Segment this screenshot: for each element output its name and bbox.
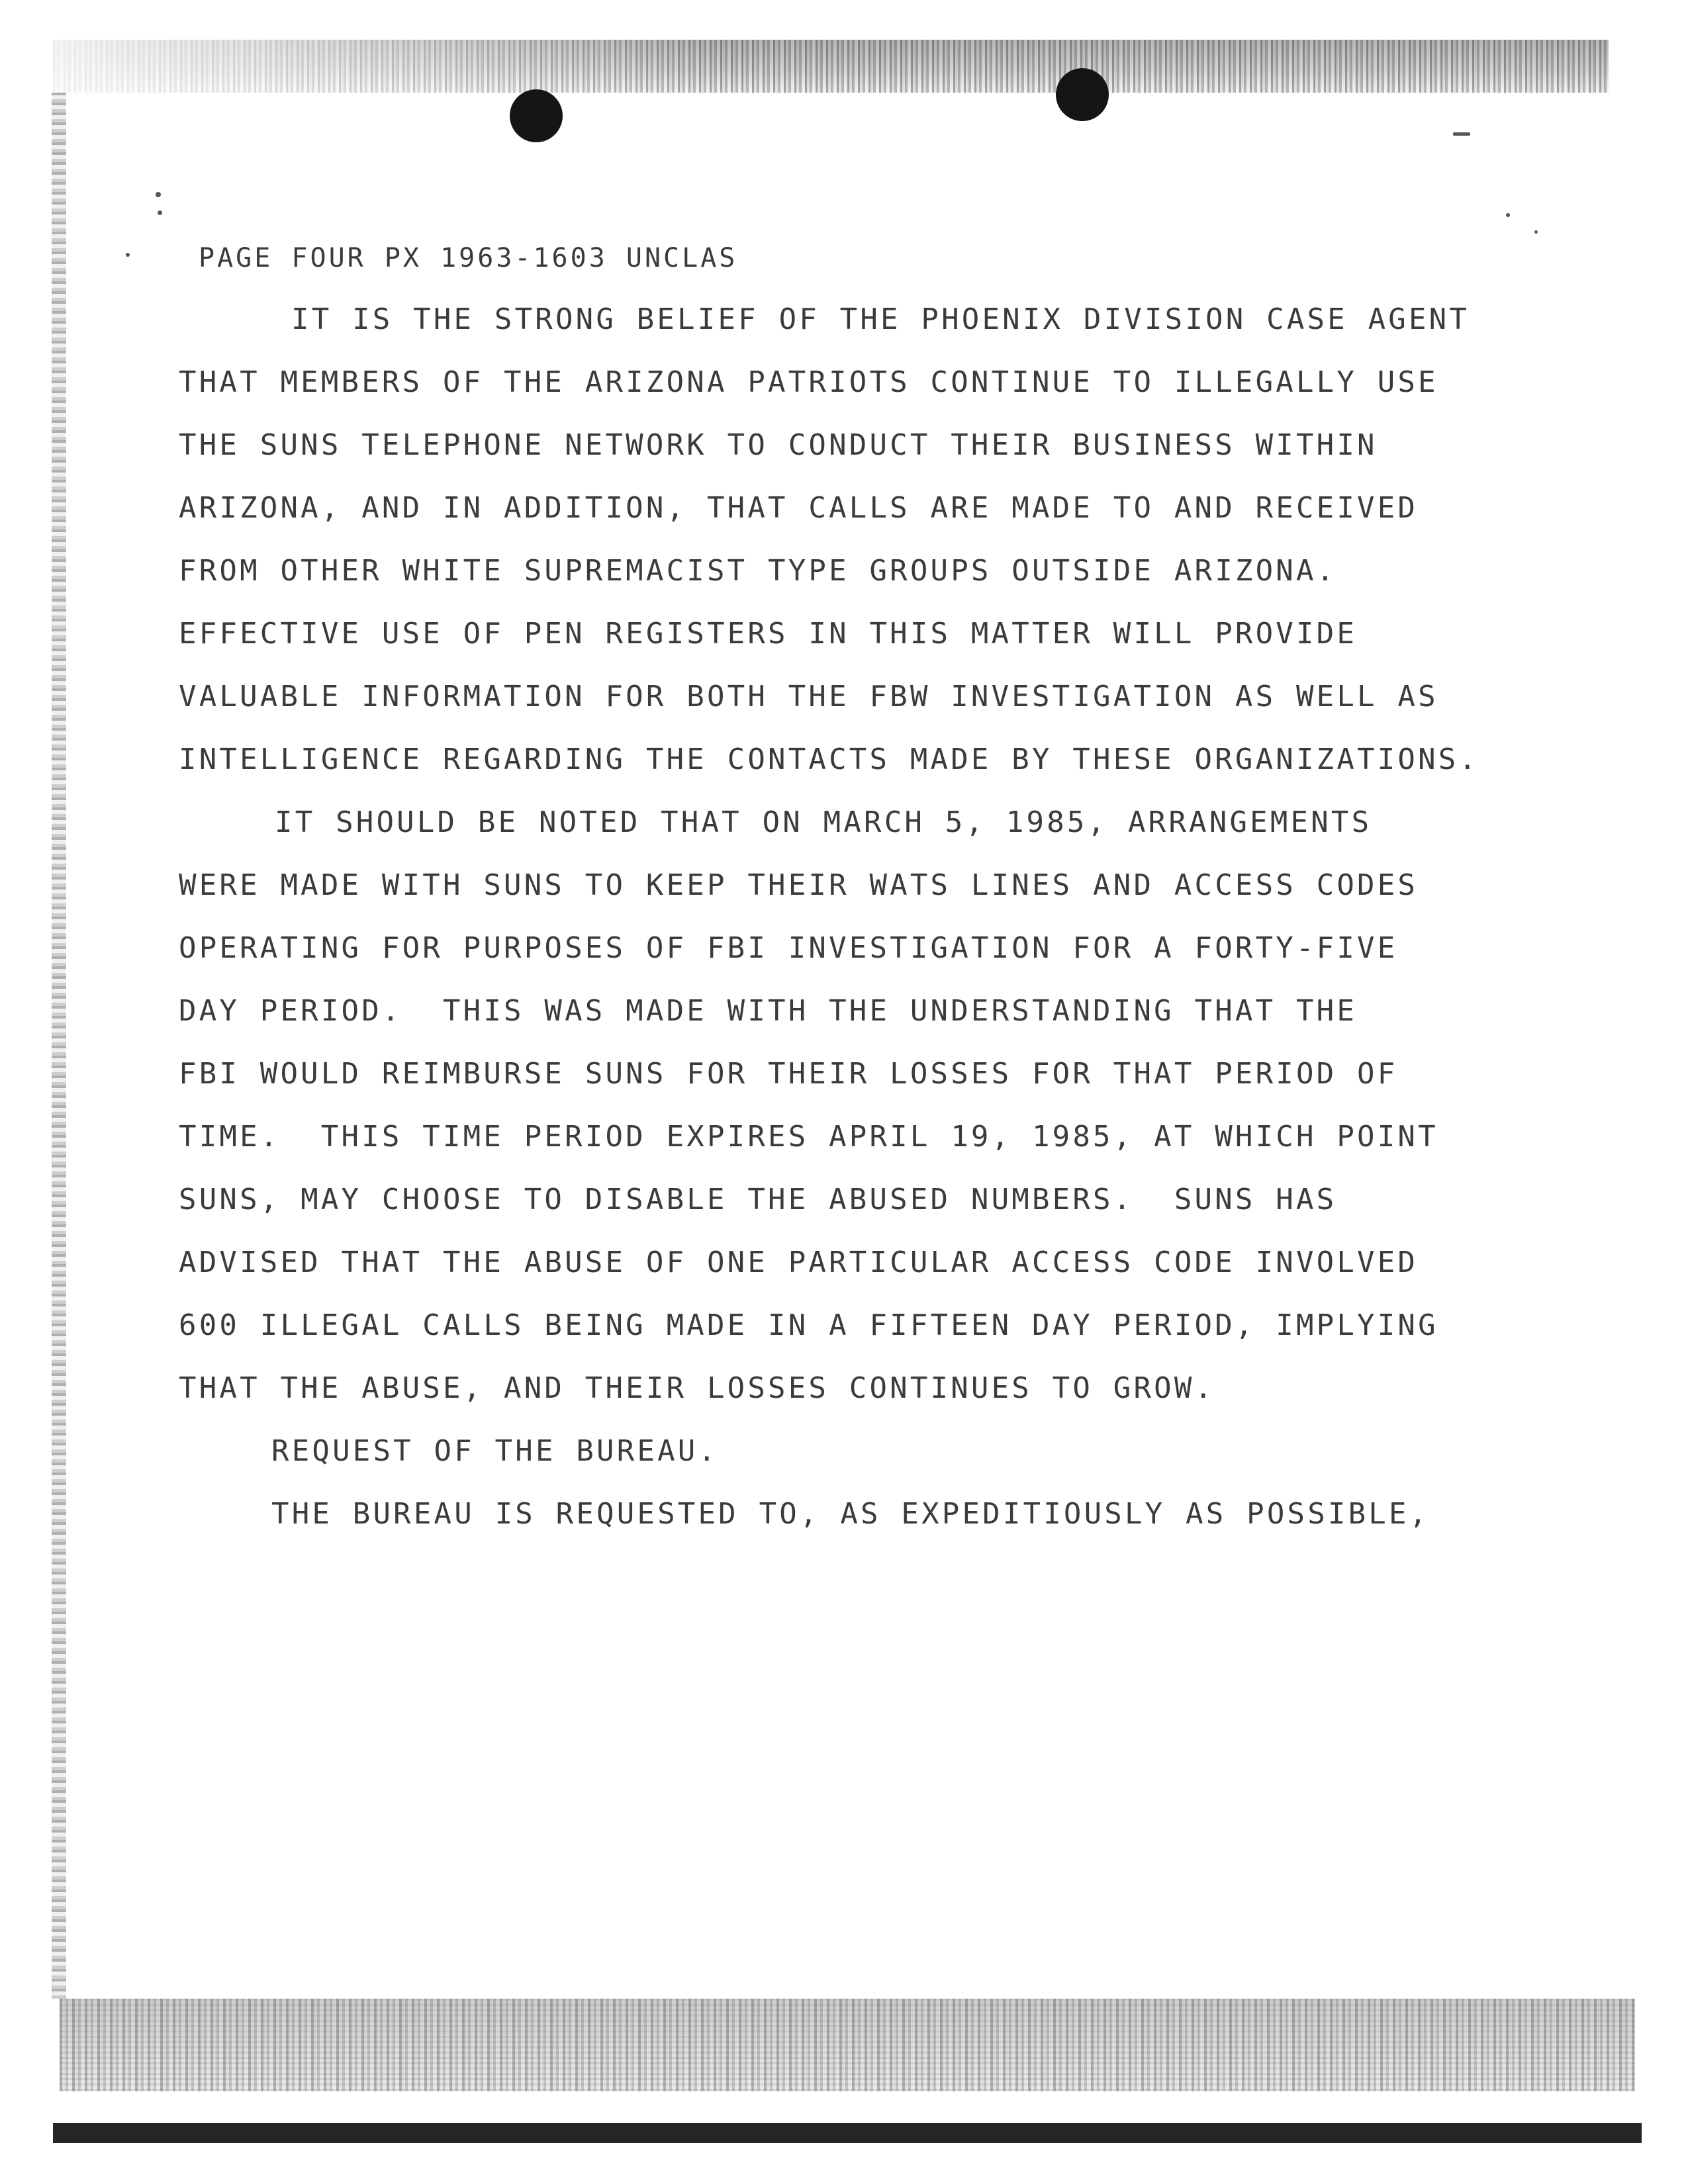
page-header: PAGE FOUR PX 1963-1603 UNCLAS: [199, 243, 738, 273]
text-line: INTELLIGENCE REGARDING THE CONTACTS MADE BY THESE ORGANIZATIONS.: [179, 743, 1479, 776]
text-line: VALUABLE INFORMATION FOR BOTH THE FBW INVESTIGATION AS WELL AS: [179, 680, 1438, 713]
text-line: WERE MADE WITH SUNS TO KEEP THEIR WATS LINES AND ACCESS CODES: [179, 868, 1419, 902]
scan-speck: [156, 192, 161, 197]
text-line: REQUEST OF THE BUREAU.: [271, 1434, 719, 1468]
text-line: ARIZONA, AND IN ADDITION, THAT CALLS ARE MADE TO AND RECEIVED: [179, 491, 1419, 525]
punch-hole-left: [510, 89, 563, 142]
text-line: EFFECTIVE USE OF PEN REGISTERS IN THIS MATTER WILL PROVIDE: [179, 617, 1358, 651]
text-line: OPERATING FOR PURPOSES OF FBI INVESTIGATION FOR A FORTY-FIVE: [179, 931, 1398, 965]
text-line: SUNS, MAY CHOOSE TO DISABLE THE ABUSED NUMBERS. SUNS HAS: [179, 1183, 1337, 1216]
scan-bottom-rule: [53, 2123, 1642, 2143]
scan-speck: [126, 253, 130, 257]
text-line: THE SUNS TELEPHONE NETWORK TO CONDUCT THEIR BUSINESS WITHIN: [179, 428, 1378, 462]
text-line: DAY PERIOD. THIS WAS MADE WITH THE UNDERSTANDING THAT THE: [179, 994, 1358, 1028]
scan-top-edge-fade: [53, 40, 715, 93]
scan-bottom-edge: [60, 1999, 1635, 2091]
scan-speck: [158, 210, 162, 215]
text-line: THAT THE ABUSE, AND THEIR LOSSES CONTINUES TO GROW.: [179, 1371, 1215, 1405]
text-line: 600 ILLEGAL CALLS BEING MADE IN A FIFTEEN DAY PERIOD, IMPLYING: [179, 1308, 1438, 1342]
text-line: TIME. THIS TIME PERIOD EXPIRES APRIL 19, 1985, AT WHICH POINT: [179, 1120, 1438, 1154]
text-line: THE BUREAU IS REQUESTED TO, AS EXPEDITIOUSLY AS POSSIBLE,: [271, 1497, 1430, 1531]
punch-hole-right: [1056, 68, 1109, 121]
scan-left-edge: [52, 93, 66, 1999]
text-line: FROM OTHER WHITE SUPREMACIST TYPE GROUPS OUTSIDE ARIZONA.: [179, 554, 1337, 588]
scan-speck: [1506, 213, 1510, 217]
scan-speck: [1534, 230, 1538, 234]
text-line: IT IS THE STRONG BELIEF OF THE PHOENIX DIVISION CASE AGENT: [291, 302, 1470, 336]
scan-speck: [1453, 132, 1470, 136]
text-line: ADVISED THAT THE ABUSE OF ONE PARTICULAR ACCESS CODE INVOLVED: [179, 1246, 1419, 1279]
text-line: IT SHOULD BE NOTED THAT ON MARCH 5, 1985, ARRANGEMENTS: [275, 805, 1372, 839]
text-line: FBI WOULD REIMBURSE SUNS FOR THEIR LOSSES FOR THAT PERIOD OF: [179, 1057, 1398, 1091]
text-line: THAT MEMBERS OF THE ARIZONA PATRIOTS CONTINUE TO ILLEGALLY USE: [179, 365, 1438, 399]
